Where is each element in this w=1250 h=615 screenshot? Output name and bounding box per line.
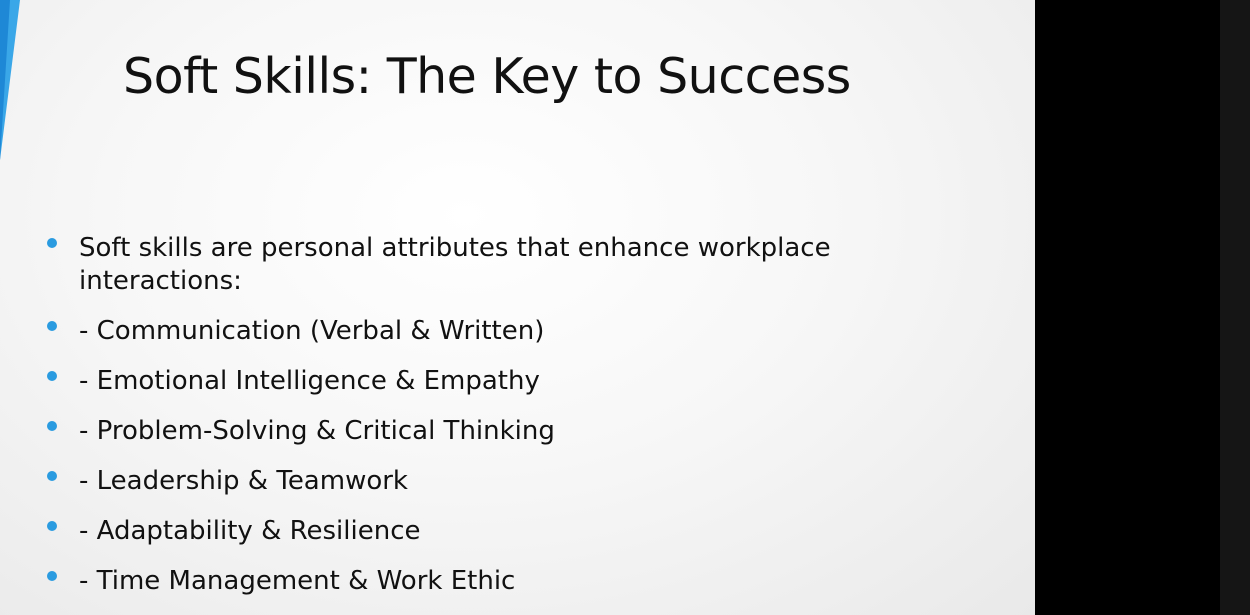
bullet-item [45, 315, 945, 348]
bullet-dot-icon [47, 238, 57, 248]
bullet-list [45, 232, 945, 615]
bullet-text: - Communication (Verbal & Written) [79, 316, 545, 346]
accent-stripe-inner [0, 0, 10, 160]
bullet-text: - Leadership & Teamwork [79, 466, 408, 496]
bullet-item [45, 365, 945, 398]
bullet-text: - Time Management & Work Ethic [79, 566, 516, 596]
bullet-item [45, 415, 945, 448]
bullet-text: - Adaptability & Resilience [79, 516, 421, 546]
slide-title: Soft Skills: The Key to Success [123, 48, 851, 105]
bullet-item [45, 515, 945, 548]
bullet-dot-icon [47, 471, 57, 481]
bullet-text: - Emotional Intelligence & Empathy [79, 366, 540, 396]
bullet-dot-icon [47, 321, 57, 331]
bullet-dot-icon [47, 371, 57, 381]
bullet-item [45, 465, 945, 498]
bullet-dot-icon [47, 521, 57, 531]
bullet-text: Soft skills are personal attributes that enhance workplace interactions: [79, 233, 831, 296]
window-edge-strip [1220, 0, 1250, 615]
bullet-item [45, 232, 889, 298]
bullet-text: - Problem-Solving & Critical Thinking [79, 416, 555, 446]
bullet-dot-icon [47, 571, 57, 581]
bullet-dot-icon [47, 421, 57, 431]
bullet-item [45, 565, 945, 598]
